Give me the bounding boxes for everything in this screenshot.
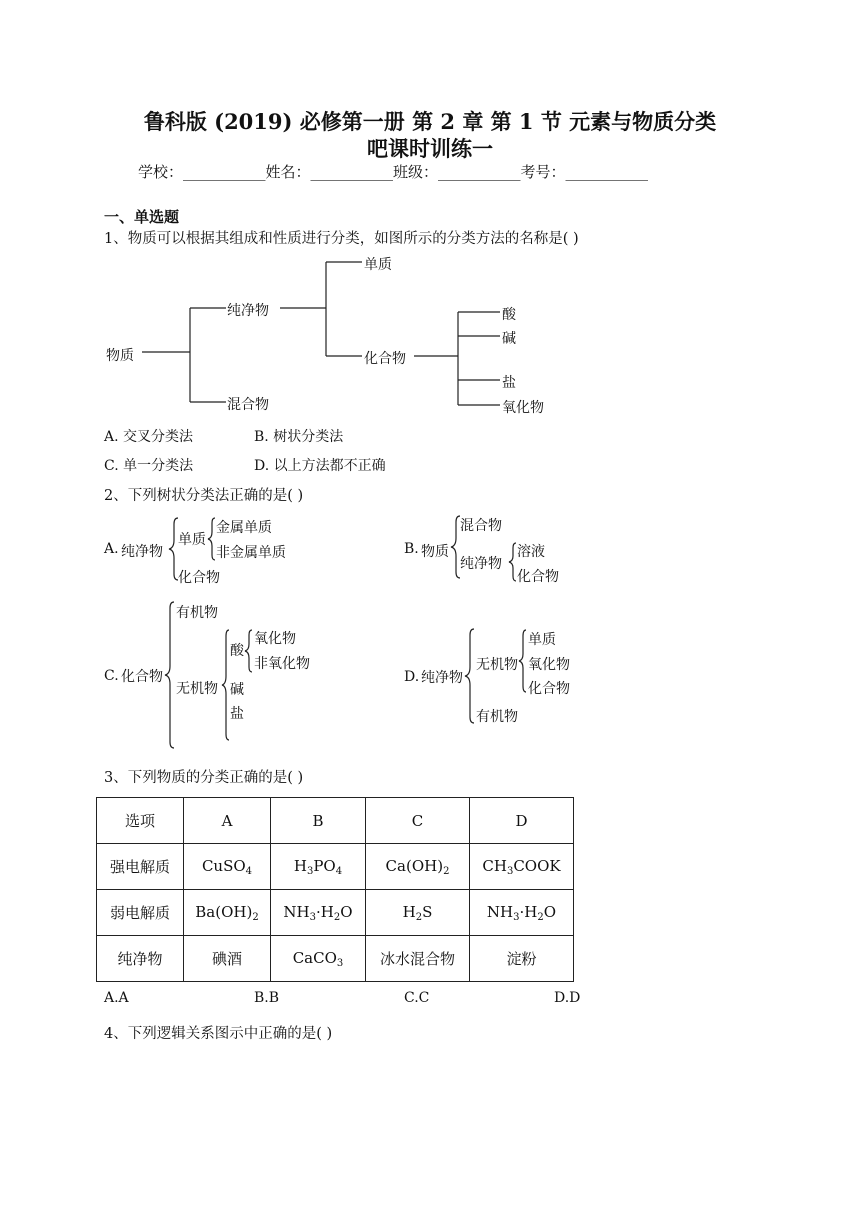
q2c-level2-c: 盐 <box>230 706 244 722</box>
q2a-level2-a: 金属单质 <box>216 520 272 536</box>
table-cell: $Ba(OH)_2$ <box>184 890 271 936</box>
q3-option-b: B.B <box>254 990 280 1006</box>
table-cell: 淀粉 <box>470 936 574 982</box>
table-cell: $NH_3\cdot H_2O$ <box>271 890 366 936</box>
q2a-level1-a: 单质 <box>178 532 206 548</box>
row-label: 纯净物 <box>97 936 184 982</box>
q1-option-d: D. 以上方法都不正确 <box>254 458 386 474</box>
q2c-level1-a: 有机物 <box>176 605 218 621</box>
q2a-level1-b: 化合物 <box>178 570 220 586</box>
row-label: 强电解质 <box>97 844 184 890</box>
q1-option-a: A. 交叉分类法 <box>104 429 194 445</box>
q2d-level1-b: 有机物 <box>476 709 518 725</box>
row-label: 弱电解质 <box>97 890 184 936</box>
diagram-mixture: 混合物 <box>227 397 269 413</box>
diagram-salt: 盐 <box>502 375 516 391</box>
classification-table <box>96 797 574 982</box>
q2a-label: A. <box>104 541 119 557</box>
table-header-cell: B <box>271 798 366 844</box>
q3-option-d: D.D <box>554 990 581 1006</box>
q2d-label: D. <box>404 669 420 685</box>
q2a-level2-b: 非金属单质 <box>216 545 286 561</box>
table-cell: $NH_3\cdot H_2O$ <box>470 890 574 936</box>
diagram-pure-substance: 纯净物 <box>227 303 269 319</box>
q1-option-b: B. 树状分类法 <box>254 429 344 445</box>
q2d-level2-c: 化合物 <box>528 681 570 697</box>
table-header-cell: A <box>184 798 271 844</box>
q1-option-c: C. 单一分类法 <box>104 458 194 474</box>
q2b-level2-b: 化合物 <box>517 569 559 585</box>
q2b-level2-a: 溶液 <box>517 544 545 560</box>
question-3-stem: 3、下列物质的分类正确的是( ) <box>104 770 304 786</box>
q2c-label: C. <box>104 668 119 684</box>
q2d-root: 纯净物 <box>421 670 463 686</box>
q2c-level3-a: 氧化物 <box>254 631 296 647</box>
table-cell: CuSO$_4$ <box>184 844 271 890</box>
q2c-level2-b: 碱 <box>230 682 244 698</box>
diagram-root-matter: 物质 <box>106 348 134 364</box>
table-row <box>97 890 574 936</box>
table-header-cell: C <box>366 798 470 844</box>
table-row <box>97 936 574 982</box>
page-subtitle: 吧课时训练一 <box>367 136 493 161</box>
table-cell: $H_2S$ <box>366 890 470 936</box>
q2c-level1-b: 无机物 <box>176 681 218 697</box>
q2a-root: 纯净物 <box>121 544 163 560</box>
question-2-stem: 2、下列树状分类法正确的是( ) <box>104 488 304 504</box>
table-header-row <box>97 798 574 844</box>
q3-option-a: A.A <box>104 990 129 1006</box>
diagram-compound: 化合物 <box>364 351 406 367</box>
q3-option-c: C.C <box>404 990 430 1006</box>
q2c-level2-a: 酸 <box>230 643 244 659</box>
table-header-cell: 选项 <box>97 798 184 844</box>
q2d-level1-a: 无机物 <box>476 657 518 673</box>
table-header-cell: D <box>470 798 574 844</box>
q2b-root: 物质 <box>421 544 449 560</box>
diagram-oxide: 氧化物 <box>502 400 544 416</box>
page-title: 鲁科版 (2019) 必修第一册 第 2 章 第 1 节 元素与物质分类 <box>143 109 717 134</box>
table-cell: CaCO$_3$ <box>271 936 366 982</box>
section-title: 一、单选题 <box>104 208 180 226</box>
table-cell: 碘酒 <box>184 936 271 982</box>
diagram-acid: 酸 <box>502 307 516 323</box>
diagram-base: 碱 <box>502 331 516 347</box>
q2d-level2-a: 单质 <box>528 632 556 648</box>
q2b-label: B. <box>404 541 419 557</box>
table-cell: $CH_3COOK$ <box>470 844 574 890</box>
q2b-level1-a: 混合物 <box>460 518 502 534</box>
table-cell: $H_3PO_4$ <box>271 844 366 890</box>
q2c-level3-b: 非氧化物 <box>254 656 310 672</box>
table-cell: $Ca(OH)_2$ <box>366 844 470 890</box>
q2d-level2-b: 氧化物 <box>528 657 570 673</box>
q2b-level1-b: 纯净物 <box>460 556 502 572</box>
question-4-stem: 4、下列逻辑关系图示中正确的是( ) <box>104 1026 333 1042</box>
q2c-root: 化合物 <box>121 669 163 685</box>
question-1-stem: 1、物质可以根据其组成和性质进行分类，如图所示的分类方法的名称是( ) <box>104 231 579 247</box>
diagram-element: 单质 <box>364 257 392 273</box>
table-row <box>97 844 574 890</box>
student-info-line: 学校：___________姓名：___________班级：___________考号：___________ <box>138 163 649 181</box>
table-cell: 冰水混合物 <box>366 936 470 982</box>
